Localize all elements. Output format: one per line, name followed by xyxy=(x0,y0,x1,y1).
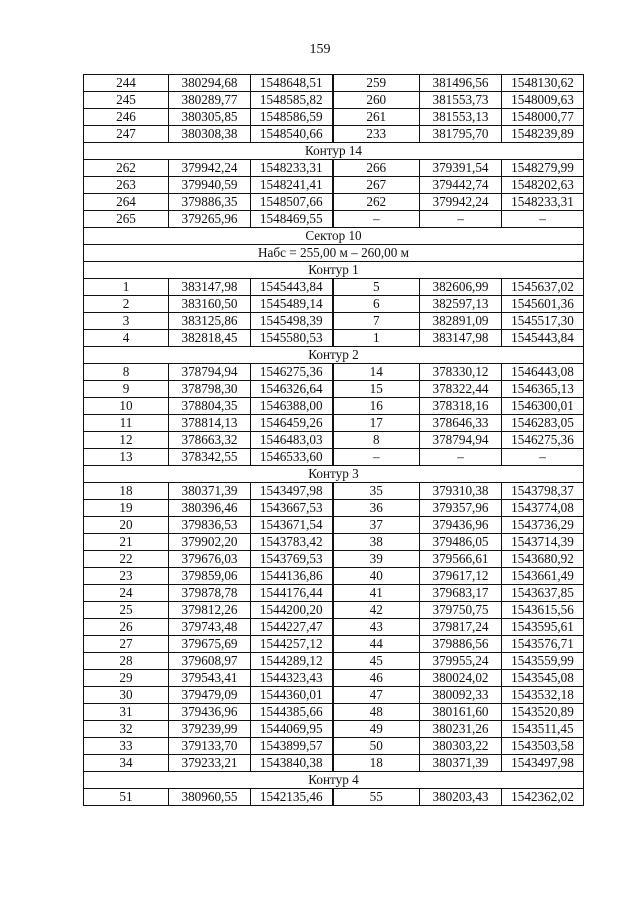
point-number-cell: 21 xyxy=(84,534,169,551)
y-coordinate-cell: 1544176,44 xyxy=(251,585,333,602)
y-coordinate-cell: 1543503,58 xyxy=(502,738,584,755)
table-row xyxy=(84,500,584,517)
x-coordinate-cell: 380289,77 xyxy=(169,92,251,109)
x-coordinate-cell: 379942,24 xyxy=(420,194,502,211)
x-coordinate-cell: 379817,24 xyxy=(420,619,502,636)
x-coordinate-cell: 381553,73 xyxy=(420,92,502,109)
y-coordinate-cell: 1546533,60 xyxy=(251,449,333,466)
table-row xyxy=(84,364,584,381)
x-coordinate-cell: 379886,35 xyxy=(169,194,251,211)
table-row xyxy=(84,449,584,466)
point-number-cell: 51 xyxy=(84,789,169,806)
table-row xyxy=(84,619,584,636)
table-row xyxy=(84,755,584,772)
section-heading: Контур 14 xyxy=(84,143,584,160)
y-coordinate-cell: 1545489,14 xyxy=(251,296,333,313)
x-coordinate-cell: 379750,75 xyxy=(420,602,502,619)
point-number-cell: 15 xyxy=(333,381,420,398)
y-coordinate-cell: 1548202,63 xyxy=(502,177,584,194)
point-number-cell: 263 xyxy=(84,177,169,194)
x-coordinate-cell: 379743,48 xyxy=(169,619,251,636)
x-coordinate-cell: – xyxy=(420,449,502,466)
point-number-cell: 41 xyxy=(333,585,420,602)
x-coordinate-cell: 379859,06 xyxy=(169,568,251,585)
point-number-cell: 245 xyxy=(84,92,169,109)
x-coordinate-cell: 379486,05 xyxy=(420,534,502,551)
x-coordinate-cell: 383125,86 xyxy=(169,313,251,330)
point-number-cell: – xyxy=(333,211,420,228)
y-coordinate-cell: 1543899,57 xyxy=(251,738,333,755)
table-row xyxy=(84,279,584,296)
coordinates-table-body xyxy=(84,75,584,806)
y-coordinate-cell: 1544385,66 xyxy=(251,704,333,721)
point-number-cell: 8 xyxy=(333,432,420,449)
y-coordinate-cell: 1544136,86 xyxy=(251,568,333,585)
x-coordinate-cell: 379617,12 xyxy=(420,568,502,585)
point-number-cell: 20 xyxy=(84,517,169,534)
point-number-cell: – xyxy=(333,449,420,466)
x-coordinate-cell: 380303,22 xyxy=(420,738,502,755)
point-number-cell: 39 xyxy=(333,551,420,568)
table-row xyxy=(84,415,584,432)
point-number-cell: 18 xyxy=(333,755,420,772)
point-number-cell: 29 xyxy=(84,670,169,687)
point-number-cell: 47 xyxy=(333,687,420,704)
point-number-cell: 22 xyxy=(84,551,169,568)
y-coordinate-cell: 1544227,47 xyxy=(251,619,333,636)
point-number-cell: 26 xyxy=(84,619,169,636)
y-coordinate-cell: – xyxy=(502,211,584,228)
y-coordinate-cell: 1546300,01 xyxy=(502,398,584,415)
y-coordinate-cell: 1548241,41 xyxy=(251,177,333,194)
y-coordinate-cell: 1548507,66 xyxy=(251,194,333,211)
section-heading-row xyxy=(84,347,584,364)
point-number-cell: 46 xyxy=(333,670,420,687)
y-coordinate-cell: 1543840,38 xyxy=(251,755,333,772)
section-heading-row xyxy=(84,772,584,789)
point-number-cell: 38 xyxy=(333,534,420,551)
point-number-cell: 37 xyxy=(333,517,420,534)
table-row xyxy=(84,296,584,313)
x-coordinate-cell: 379239,99 xyxy=(169,721,251,738)
point-number-cell: 233 xyxy=(333,126,420,143)
y-coordinate-cell: – xyxy=(502,449,584,466)
point-number-cell: 55 xyxy=(333,789,420,806)
x-coordinate-cell: 379886,56 xyxy=(420,636,502,653)
table-row xyxy=(84,602,584,619)
point-number-cell: 10 xyxy=(84,398,169,415)
section-heading-row xyxy=(84,228,584,245)
point-number-cell: 3 xyxy=(84,313,169,330)
table-row xyxy=(84,585,584,602)
section-heading: Контур 4 xyxy=(84,772,584,789)
point-number-cell: 40 xyxy=(333,568,420,585)
point-number-cell: 266 xyxy=(333,160,420,177)
x-coordinate-cell: 382891,09 xyxy=(420,313,502,330)
y-coordinate-cell: 1543595,61 xyxy=(502,619,584,636)
y-coordinate-cell: 1546283,05 xyxy=(502,415,584,432)
x-coordinate-cell: 380203,43 xyxy=(420,789,502,806)
point-number-cell: 17 xyxy=(333,415,420,432)
point-number-cell: 2 xyxy=(84,296,169,313)
table-row xyxy=(84,126,584,143)
y-coordinate-cell: 1548000,77 xyxy=(502,109,584,126)
x-coordinate-cell: 382818,45 xyxy=(169,330,251,347)
y-coordinate-cell: 1546365,13 xyxy=(502,381,584,398)
x-coordinate-cell: 379940,59 xyxy=(169,177,251,194)
x-coordinate-cell: 380960,55 xyxy=(169,789,251,806)
x-coordinate-cell: 378798,30 xyxy=(169,381,251,398)
point-number-cell: 6 xyxy=(333,296,420,313)
y-coordinate-cell: 1548239,89 xyxy=(502,126,584,143)
x-coordinate-cell: 381795,70 xyxy=(420,126,502,143)
point-number-cell: 19 xyxy=(84,500,169,517)
point-number-cell: 259 xyxy=(333,75,420,92)
x-coordinate-cell: 380161,60 xyxy=(420,704,502,721)
y-coordinate-cell: 1544257,12 xyxy=(251,636,333,653)
table-row xyxy=(84,381,584,398)
y-coordinate-cell: 1544069,95 xyxy=(251,721,333,738)
point-number-cell: 264 xyxy=(84,194,169,211)
y-coordinate-cell: 1544200,20 xyxy=(251,602,333,619)
y-coordinate-cell: 1548130,62 xyxy=(502,75,584,92)
point-number-cell: 7 xyxy=(333,313,420,330)
point-number-cell: 14 xyxy=(333,364,420,381)
x-coordinate-cell: 380092,33 xyxy=(420,687,502,704)
y-coordinate-cell: 1543615,56 xyxy=(502,602,584,619)
x-coordinate-cell: 378330,12 xyxy=(420,364,502,381)
x-coordinate-cell: 383147,98 xyxy=(169,279,251,296)
x-coordinate-cell: 380024,02 xyxy=(420,670,502,687)
x-coordinate-cell: 379436,96 xyxy=(420,517,502,534)
point-number-cell: 12 xyxy=(84,432,169,449)
point-number-cell: 35 xyxy=(333,483,420,500)
x-coordinate-cell: 379878,78 xyxy=(169,585,251,602)
x-coordinate-cell: 379442,74 xyxy=(420,177,502,194)
point-number-cell: 42 xyxy=(333,602,420,619)
y-coordinate-cell: 1545443,84 xyxy=(502,330,584,347)
table-row xyxy=(84,92,584,109)
x-coordinate-cell: 380294,68 xyxy=(169,75,251,92)
section-heading: Контур 3 xyxy=(84,466,584,483)
point-number-cell: 16 xyxy=(333,398,420,415)
point-number-cell: 36 xyxy=(333,500,420,517)
x-coordinate-cell: 379310,38 xyxy=(420,483,502,500)
page-number: 159 xyxy=(309,42,331,57)
y-coordinate-cell: 1545601,36 xyxy=(502,296,584,313)
x-coordinate-cell: 380308,38 xyxy=(169,126,251,143)
x-coordinate-cell: 379812,26 xyxy=(169,602,251,619)
x-coordinate-cell: 381496,56 xyxy=(420,75,502,92)
point-number-cell: 9 xyxy=(84,381,169,398)
x-coordinate-cell: 379902,20 xyxy=(169,534,251,551)
y-coordinate-cell: 1542362,02 xyxy=(502,789,584,806)
table-row xyxy=(84,517,584,534)
y-coordinate-cell: 1543774,08 xyxy=(502,500,584,517)
y-coordinate-cell: 1542135,46 xyxy=(251,789,333,806)
table-row xyxy=(84,738,584,755)
table-row xyxy=(84,483,584,500)
point-number-cell: 5 xyxy=(333,279,420,296)
y-coordinate-cell: 1548279,99 xyxy=(502,160,584,177)
table-row xyxy=(84,194,584,211)
point-number-cell: 23 xyxy=(84,568,169,585)
point-number-cell: 49 xyxy=(333,721,420,738)
point-number-cell: 246 xyxy=(84,109,169,126)
x-coordinate-cell: 379955,24 xyxy=(420,653,502,670)
table-row xyxy=(84,670,584,687)
section-heading: Сектор 10 xyxy=(84,228,584,245)
section-heading: Набс = 255,00 м – 260,00 м xyxy=(84,245,584,262)
point-number-cell: 247 xyxy=(84,126,169,143)
y-coordinate-cell: 1546483,03 xyxy=(251,432,333,449)
table-row xyxy=(84,568,584,585)
point-number-cell: 45 xyxy=(333,653,420,670)
y-coordinate-cell: 1548586,59 xyxy=(251,109,333,126)
y-coordinate-cell: 1543671,54 xyxy=(251,517,333,534)
point-number-cell: 8 xyxy=(84,364,169,381)
x-coordinate-cell: 379233,21 xyxy=(169,755,251,772)
y-coordinate-cell: 1548233,31 xyxy=(251,160,333,177)
x-coordinate-cell: 379543,41 xyxy=(169,670,251,687)
x-coordinate-cell: – xyxy=(420,211,502,228)
y-coordinate-cell: 1546388,00 xyxy=(251,398,333,415)
point-number-cell: 32 xyxy=(84,721,169,738)
y-coordinate-cell: 1543667,53 xyxy=(251,500,333,517)
point-number-cell: 267 xyxy=(333,177,420,194)
y-coordinate-cell: 1545580,53 xyxy=(251,330,333,347)
y-coordinate-cell: 1545517,30 xyxy=(502,313,584,330)
y-coordinate-cell: 1548233,31 xyxy=(502,194,584,211)
y-coordinate-cell: 1543545,08 xyxy=(502,670,584,687)
x-coordinate-cell: 378794,94 xyxy=(420,432,502,449)
x-coordinate-cell: 379942,24 xyxy=(169,160,251,177)
section-heading-row xyxy=(84,143,584,160)
y-coordinate-cell: 1544323,43 xyxy=(251,670,333,687)
x-coordinate-cell: 382606,99 xyxy=(420,279,502,296)
y-coordinate-cell: 1543714,39 xyxy=(502,534,584,551)
point-number-cell: 4 xyxy=(84,330,169,347)
point-number-cell: 44 xyxy=(333,636,420,653)
table-row xyxy=(84,789,584,806)
y-coordinate-cell: 1543661,49 xyxy=(502,568,584,585)
point-number-cell: 262 xyxy=(84,160,169,177)
x-coordinate-cell: 379357,96 xyxy=(420,500,502,517)
x-coordinate-cell: 379479,09 xyxy=(169,687,251,704)
x-coordinate-cell: 381553,13 xyxy=(420,109,502,126)
y-coordinate-cell: 1544360,01 xyxy=(251,687,333,704)
y-coordinate-cell: 1543637,85 xyxy=(502,585,584,602)
x-coordinate-cell: 378814,13 xyxy=(169,415,251,432)
x-coordinate-cell: 379683,17 xyxy=(420,585,502,602)
section-heading: Контур 2 xyxy=(84,347,584,364)
table-row xyxy=(84,160,584,177)
point-number-cell: 11 xyxy=(84,415,169,432)
x-coordinate-cell: 380371,39 xyxy=(169,483,251,500)
x-coordinate-cell: 379836,53 xyxy=(169,517,251,534)
point-number-cell: 50 xyxy=(333,738,420,755)
y-coordinate-cell: 1543736,29 xyxy=(502,517,584,534)
y-coordinate-cell: 1543520,89 xyxy=(502,704,584,721)
table-row xyxy=(84,534,584,551)
table-row xyxy=(84,211,584,228)
table-row xyxy=(84,432,584,449)
table-row xyxy=(84,177,584,194)
point-number-cell: 25 xyxy=(84,602,169,619)
x-coordinate-cell: 379391,54 xyxy=(420,160,502,177)
y-coordinate-cell: 1545498,39 xyxy=(251,313,333,330)
x-coordinate-cell: 378804,35 xyxy=(169,398,251,415)
section-heading-row xyxy=(84,262,584,279)
table-row xyxy=(84,636,584,653)
table-row xyxy=(84,109,584,126)
point-number-cell: 24 xyxy=(84,585,169,602)
y-coordinate-cell: 1543783,42 xyxy=(251,534,333,551)
y-coordinate-cell: 1543497,98 xyxy=(502,755,584,772)
y-coordinate-cell: 1548009,63 xyxy=(502,92,584,109)
y-coordinate-cell: 1545443,84 xyxy=(251,279,333,296)
point-number-cell: 262 xyxy=(333,194,420,211)
table-row xyxy=(84,551,584,568)
x-coordinate-cell: 378794,94 xyxy=(169,364,251,381)
section-heading-row xyxy=(84,466,584,483)
point-number-cell: 43 xyxy=(333,619,420,636)
x-coordinate-cell: 383160,50 xyxy=(169,296,251,313)
point-number-cell: 18 xyxy=(84,483,169,500)
point-number-cell: 1 xyxy=(84,279,169,296)
y-coordinate-cell: 1543680,92 xyxy=(502,551,584,568)
point-number-cell: 13 xyxy=(84,449,169,466)
y-coordinate-cell: 1543497,98 xyxy=(251,483,333,500)
table-row xyxy=(84,704,584,721)
x-coordinate-cell: 378646,33 xyxy=(420,415,502,432)
y-coordinate-cell: 1546275,36 xyxy=(251,364,333,381)
x-coordinate-cell: 382597,13 xyxy=(420,296,502,313)
x-coordinate-cell: 379676,03 xyxy=(169,551,251,568)
y-coordinate-cell: 1548585,82 xyxy=(251,92,333,109)
point-number-cell: 33 xyxy=(84,738,169,755)
section-heading-row xyxy=(84,245,584,262)
y-coordinate-cell: 1545637,02 xyxy=(502,279,584,296)
table-row xyxy=(84,330,584,347)
point-number-cell: 244 xyxy=(84,75,169,92)
point-number-cell: 48 xyxy=(333,704,420,721)
x-coordinate-cell: 380231,26 xyxy=(420,721,502,738)
point-number-cell: 30 xyxy=(84,687,169,704)
table-row xyxy=(84,687,584,704)
point-number-cell: 265 xyxy=(84,211,169,228)
table-row xyxy=(84,75,584,92)
x-coordinate-cell: 378663,32 xyxy=(169,432,251,449)
y-coordinate-cell: 1543511,45 xyxy=(502,721,584,738)
point-number-cell: 31 xyxy=(84,704,169,721)
x-coordinate-cell: 378322,44 xyxy=(420,381,502,398)
y-coordinate-cell: 1543576,71 xyxy=(502,636,584,653)
x-coordinate-cell: 378342,55 xyxy=(169,449,251,466)
y-coordinate-cell: 1548540,66 xyxy=(251,126,333,143)
table-row xyxy=(84,721,584,738)
x-coordinate-cell: 379566,61 xyxy=(420,551,502,568)
point-number-cell: 27 xyxy=(84,636,169,653)
x-coordinate-cell: 380371,39 xyxy=(420,755,502,772)
table-row xyxy=(84,653,584,670)
x-coordinate-cell: 383147,98 xyxy=(420,330,502,347)
x-coordinate-cell: 379608,97 xyxy=(169,653,251,670)
table-row xyxy=(84,398,584,415)
y-coordinate-cell: 1548648,51 xyxy=(251,75,333,92)
x-coordinate-cell: 379675,69 xyxy=(169,636,251,653)
y-coordinate-cell: 1546443,08 xyxy=(502,364,584,381)
point-number-cell: 261 xyxy=(333,109,420,126)
y-coordinate-cell: 1544289,12 xyxy=(251,653,333,670)
x-coordinate-cell: 380305,85 xyxy=(169,109,251,126)
point-number-cell: 34 xyxy=(84,755,169,772)
section-heading: Контур 1 xyxy=(84,262,584,279)
coordinates-table xyxy=(83,74,584,806)
y-coordinate-cell: 1546326,64 xyxy=(251,381,333,398)
y-coordinate-cell: 1543798,37 xyxy=(502,483,584,500)
point-number-cell: 1 xyxy=(333,330,420,347)
point-number-cell: 260 xyxy=(333,92,420,109)
y-coordinate-cell: 1546459,26 xyxy=(251,415,333,432)
x-coordinate-cell: 380396,46 xyxy=(169,500,251,517)
point-number-cell: 28 xyxy=(84,653,169,670)
y-coordinate-cell: 1546275,36 xyxy=(502,432,584,449)
y-coordinate-cell: 1543769,53 xyxy=(251,551,333,568)
y-coordinate-cell: 1543532,18 xyxy=(502,687,584,704)
x-coordinate-cell: 379436,96 xyxy=(169,704,251,721)
x-coordinate-cell: 378318,16 xyxy=(420,398,502,415)
y-coordinate-cell: 1543559,99 xyxy=(502,653,584,670)
y-coordinate-cell: 1548469,55 xyxy=(251,211,333,228)
table-row xyxy=(84,313,584,330)
x-coordinate-cell: 379133,70 xyxy=(169,738,251,755)
x-coordinate-cell: 379265,96 xyxy=(169,211,251,228)
